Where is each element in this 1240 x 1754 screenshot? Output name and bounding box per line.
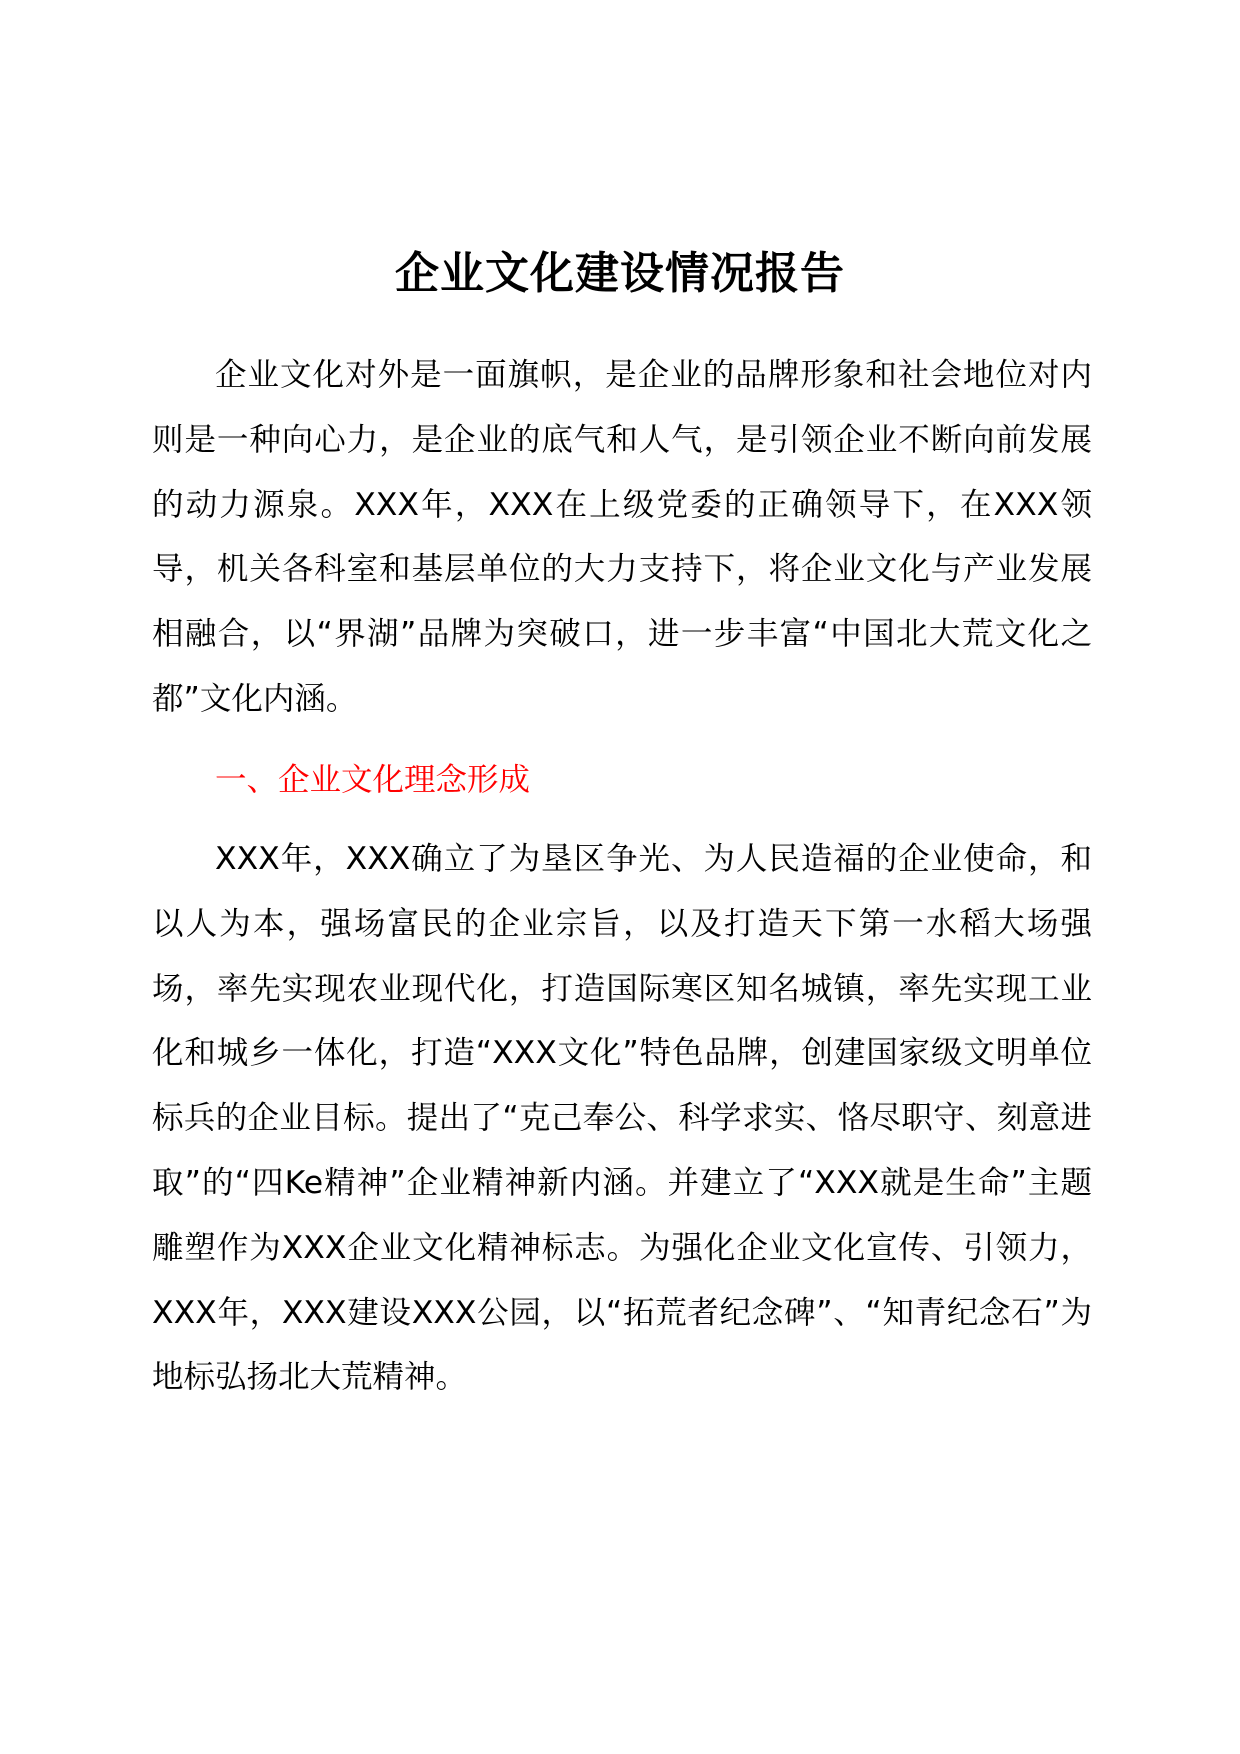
intro-paragraph: 企业文化对外是一面旗帜，是企业的品牌形象和社会地位对内则是一种向心力，是企业的底气和人气，是引领企业不断向前发展的动力源泉。XXX年，XXX在上级党委的正确领导下，在XXX领导，机关各科室和基层单位的大力支持下，将企业文化与产业发展相融合，以“界湖”品牌为突破口，进一步丰富“中国北大荒文化之都”文化内涵。 — [152, 357, 1092, 717]
section-heading: 一、企业文化理念形成 — [215, 762, 531, 798]
document-title: 企业文化建设情况报告 — [395, 248, 845, 299]
section-paragraph: XXX年，XXX确立了为垦区争光、为人民造福的企业使命，和以人为本，强场富民的企业宗旨，以及打造天下第一水稻大场强场，率先实现农业现代化，打造国际寒区知名城镇，率先实现工业化和城乡一体化，打造“XXX文化”特色品牌，创建国家级文明单位标兵的企业目标。提出了“克己奉公、科学求实、恪尽职守、刻意进取”的“四Ke精神”企业精神新内涵。并建立了“XXX就是生命”主题雕塑作为XXX企业文化精神标志。为强化企业文化宣传、引领力，XXX年，XXX建设XXX公园，以“拓荒者纪念碑”、“知青纪念石”为地标弘扬北大荒精神。 — [152, 841, 1092, 1396]
